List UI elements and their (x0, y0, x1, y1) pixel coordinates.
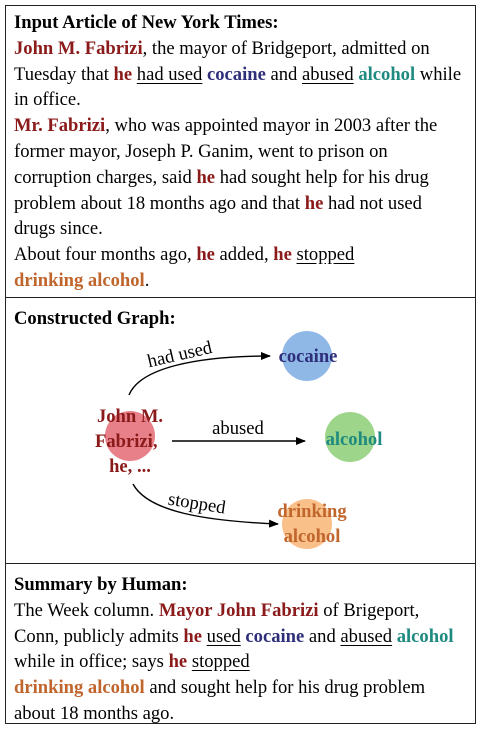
entity-he: he (196, 166, 216, 188)
figure-frame (5, 5, 476, 724)
relation-used: used (206, 625, 241, 647)
relation-had-used: had used (136, 63, 203, 85)
drinking-alcohol-label-line-1: drinking (277, 501, 347, 522)
entity-fabrizi: John M. Fabrizi (14, 37, 143, 59)
article-text: and (265, 63, 303, 85)
entity-cocaine: cocaine (245, 625, 305, 647)
edge-label-had-used: had used (145, 337, 215, 373)
knowledge-graph (6, 298, 475, 563)
summary-text: while in office; says (14, 651, 169, 673)
graph-heading: Constructed Graph: (14, 308, 176, 329)
entity-alcohol: alcohol (358, 63, 416, 85)
entity-he: he (273, 244, 292, 266)
article-text: About four months ago, (14, 244, 197, 266)
entity-drinking-alcohol: drinking alcohol (14, 269, 145, 291)
fabrizi-label-line-3: he, ... (109, 456, 151, 477)
summary-text: and (304, 625, 341, 647)
cocaine-label: cocaine (278, 346, 338, 367)
summary-heading: Summary by Human: (14, 574, 188, 595)
entity-alcohol: alcohol (396, 625, 454, 647)
graph-section (6, 298, 475, 563)
summary-paragraph (14, 598, 467, 727)
summary-text: of Brigeport, Conn, publicly admits (14, 599, 420, 647)
summary-text: The Week column. (14, 599, 159, 621)
alcohol-label: alcohol (325, 429, 383, 450)
entity-cocaine: cocaine (207, 63, 266, 85)
fabrizi-label-line-2: Fabrizi, (95, 431, 158, 452)
fabrizi-label-line-1: John M. (96, 406, 164, 427)
article-text: had sought help for his drug problem about 18 months ago and that (14, 166, 429, 214)
article-paragraph-1 (14, 36, 467, 113)
relation-abused: abused (302, 63, 354, 85)
relation-stopped: stopped (191, 651, 250, 673)
article-section (6, 6, 475, 296)
article-text: , who was appointed mayor in 2003 after the former mayor, Joseph P. Ganim, went to prison on corruption charges, said (14, 115, 438, 188)
entity-he: he (183, 625, 202, 647)
article-paragraph-2 (14, 113, 467, 242)
article-text: while in office. (14, 63, 462, 111)
article-paragraph-3 (14, 242, 467, 294)
edge-label-abused: abused (212, 418, 264, 439)
entity-he: he (168, 651, 188, 673)
entity-he: he (304, 192, 324, 214)
article-heading: Input Article of New York Times: (14, 12, 279, 33)
article-text: . (144, 269, 150, 291)
edge-label-stopped: stopped (166, 488, 228, 519)
entity-he: he (113, 63, 133, 85)
drinking-alcohol-label-line-2: alcohol (283, 526, 341, 547)
entity-drinking-alcohol: drinking alcohol (14, 677, 145, 699)
entity-mayor-fabrizi: Mayor John Fabrizi (158, 599, 319, 621)
article-text: , the mayor of Bridgeport, admitted on Tuesday that (14, 37, 430, 85)
article-text: had not used drugs since. (14, 192, 422, 240)
entity-mr-fabrizi: Mr. Fabrizi (14, 115, 106, 137)
relation-abused: abused (340, 625, 393, 647)
summary-text: and sought help for his drug problem about 18 months ago. (14, 677, 426, 724)
article-text: added, (214, 244, 274, 266)
relation-stopped: stopped (296, 244, 355, 266)
summary-section (6, 564, 475, 724)
entity-he: he (196, 244, 215, 266)
